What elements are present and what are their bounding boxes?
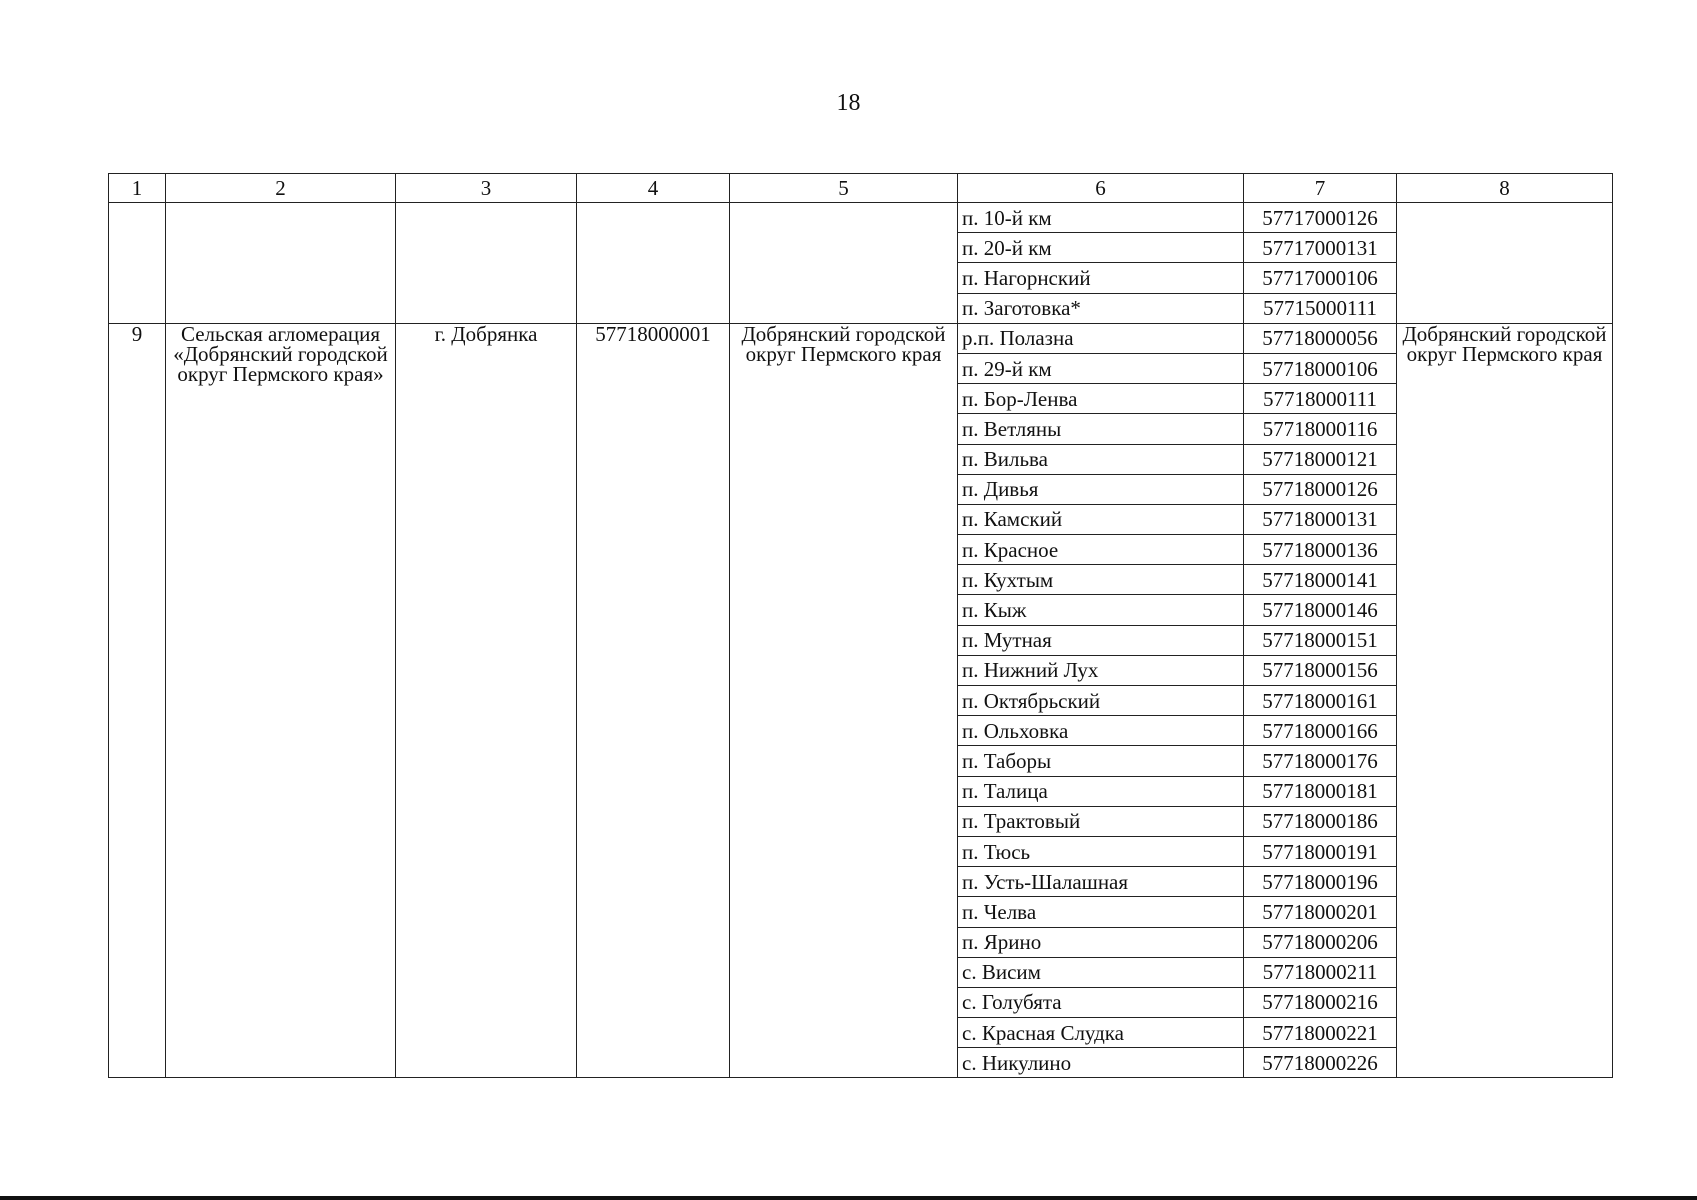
settlement-code: 57715000111 (1244, 293, 1397, 323)
column-header-6: 6 (958, 174, 1244, 203)
settlement-name: п. Нагорнский (958, 263, 1244, 293)
settlement-name: п. Усть-Шалашная (958, 867, 1244, 897)
municipality-name: Добрянский городской округ Пермского края (730, 323, 958, 1078)
settlement-name: п. Кыж (958, 595, 1244, 625)
settlement-name: с. Красная Слудка (958, 1018, 1244, 1048)
settlement-code: 57718000056 (1244, 323, 1397, 353)
municipality-name-col8: Добрянский городской округ Пермского края (1397, 323, 1613, 1078)
continuation-cell-4 (577, 203, 730, 324)
column-header-5: 5 (730, 174, 958, 203)
settlement-name: п. Ветляны (958, 414, 1244, 444)
settlement-name: п. Мутная (958, 625, 1244, 655)
settlement-name: п. Таборы (958, 746, 1244, 776)
settlement-name: п. 20-й км (958, 233, 1244, 263)
settlement-name: п. Нижний Лух (958, 655, 1244, 685)
continuation-cell-3 (396, 203, 577, 324)
settlement-name: п. Бор-Ленва (958, 384, 1244, 414)
settlement-code: 57718000141 (1244, 565, 1397, 595)
settlement-code: 57717000126 (1244, 203, 1397, 233)
column-header-2: 2 (166, 174, 396, 203)
settlement-name: п. Челва (958, 897, 1244, 927)
agglomeration-name: Сельская агломерация «Добрянский городской округ Пермского края» (166, 323, 396, 1078)
settlement-name: п. Тюсь (958, 836, 1244, 866)
column-header-7: 7 (1244, 174, 1397, 203)
continuation-cell-5 (730, 203, 958, 324)
settlement-name: п. Вильва (958, 444, 1244, 474)
row-number: 9 (109, 323, 166, 1078)
settlement-code: 57718000221 (1244, 1018, 1397, 1048)
settlement-code: 57717000106 (1244, 263, 1397, 293)
table-row (109, 323, 1613, 353)
settlement-code: 57718000186 (1244, 806, 1397, 836)
table-row (109, 203, 1613, 233)
settlement-name: с. Никулино (958, 1048, 1244, 1078)
settlement-code: 57718000156 (1244, 655, 1397, 685)
settlement-code: 57718000126 (1244, 474, 1397, 504)
settlement-name: п. Дивья (958, 474, 1244, 504)
settlement-name: с. Висим (958, 957, 1244, 987)
scan-edge (0, 1196, 1697, 1200)
settlement-name: р.п. Полазна (958, 323, 1244, 353)
settlement-name: п. 10-й км (958, 203, 1244, 233)
settlements-table (108, 173, 1613, 1078)
settlement-code: 57718000136 (1244, 535, 1397, 565)
header-row (109, 174, 1613, 203)
settlement-name: п. Октябрьский (958, 686, 1244, 716)
settlement-name: п. Камский (958, 504, 1244, 534)
settlement-name: п. Красное (958, 535, 1244, 565)
continuation-cell-8 (1397, 203, 1613, 324)
continuation-cell-1 (109, 203, 166, 324)
settlement-name: п. 29-й км (958, 353, 1244, 383)
column-header-1: 1 (109, 174, 166, 203)
center-name: г. Добрянка (396, 323, 577, 1078)
settlement-code: 57718000121 (1244, 444, 1397, 474)
settlement-code: 57718000116 (1244, 414, 1397, 444)
settlement-code: 57718000146 (1244, 595, 1397, 625)
settlement-code: 57718000226 (1244, 1048, 1397, 1078)
settlement-name: п. Ярино (958, 927, 1244, 957)
settlement-code: 57718000191 (1244, 836, 1397, 866)
settlement-name: п. Заготовка* (958, 293, 1244, 323)
settlement-code: 57718000181 (1244, 776, 1397, 806)
settlement-code: 57717000131 (1244, 233, 1397, 263)
column-header-3: 3 (396, 174, 577, 203)
page-number: 18 (836, 90, 861, 116)
settlement-name: п. Ольховка (958, 716, 1244, 746)
settlement-name: п. Трактовый (958, 806, 1244, 836)
column-header-4: 4 (577, 174, 730, 203)
settlement-code: 57718000211 (1244, 957, 1397, 987)
settlement-code: 57718000166 (1244, 716, 1397, 746)
settlement-code: 57718000111 (1244, 384, 1397, 414)
settlement-code: 57718000161 (1244, 686, 1397, 716)
settlement-name: п. Кухтым (958, 565, 1244, 595)
column-header-8: 8 (1397, 174, 1613, 203)
settlement-name: п. Талица (958, 776, 1244, 806)
settlement-code: 57718000201 (1244, 897, 1397, 927)
settlement-code: 57718000196 (1244, 867, 1397, 897)
settlement-code: 57718000131 (1244, 504, 1397, 534)
settlement-name: с. Голубята (958, 987, 1244, 1017)
settlement-code: 57718000176 (1244, 746, 1397, 776)
settlement-code: 57718000151 (1244, 625, 1397, 655)
settlement-code: 57718000216 (1244, 987, 1397, 1017)
continuation-cell-2 (166, 203, 396, 324)
settlement-code: 57718000206 (1244, 927, 1397, 957)
settlement-code: 57718000106 (1244, 353, 1397, 383)
center-code: 57718000001 (577, 323, 730, 1078)
